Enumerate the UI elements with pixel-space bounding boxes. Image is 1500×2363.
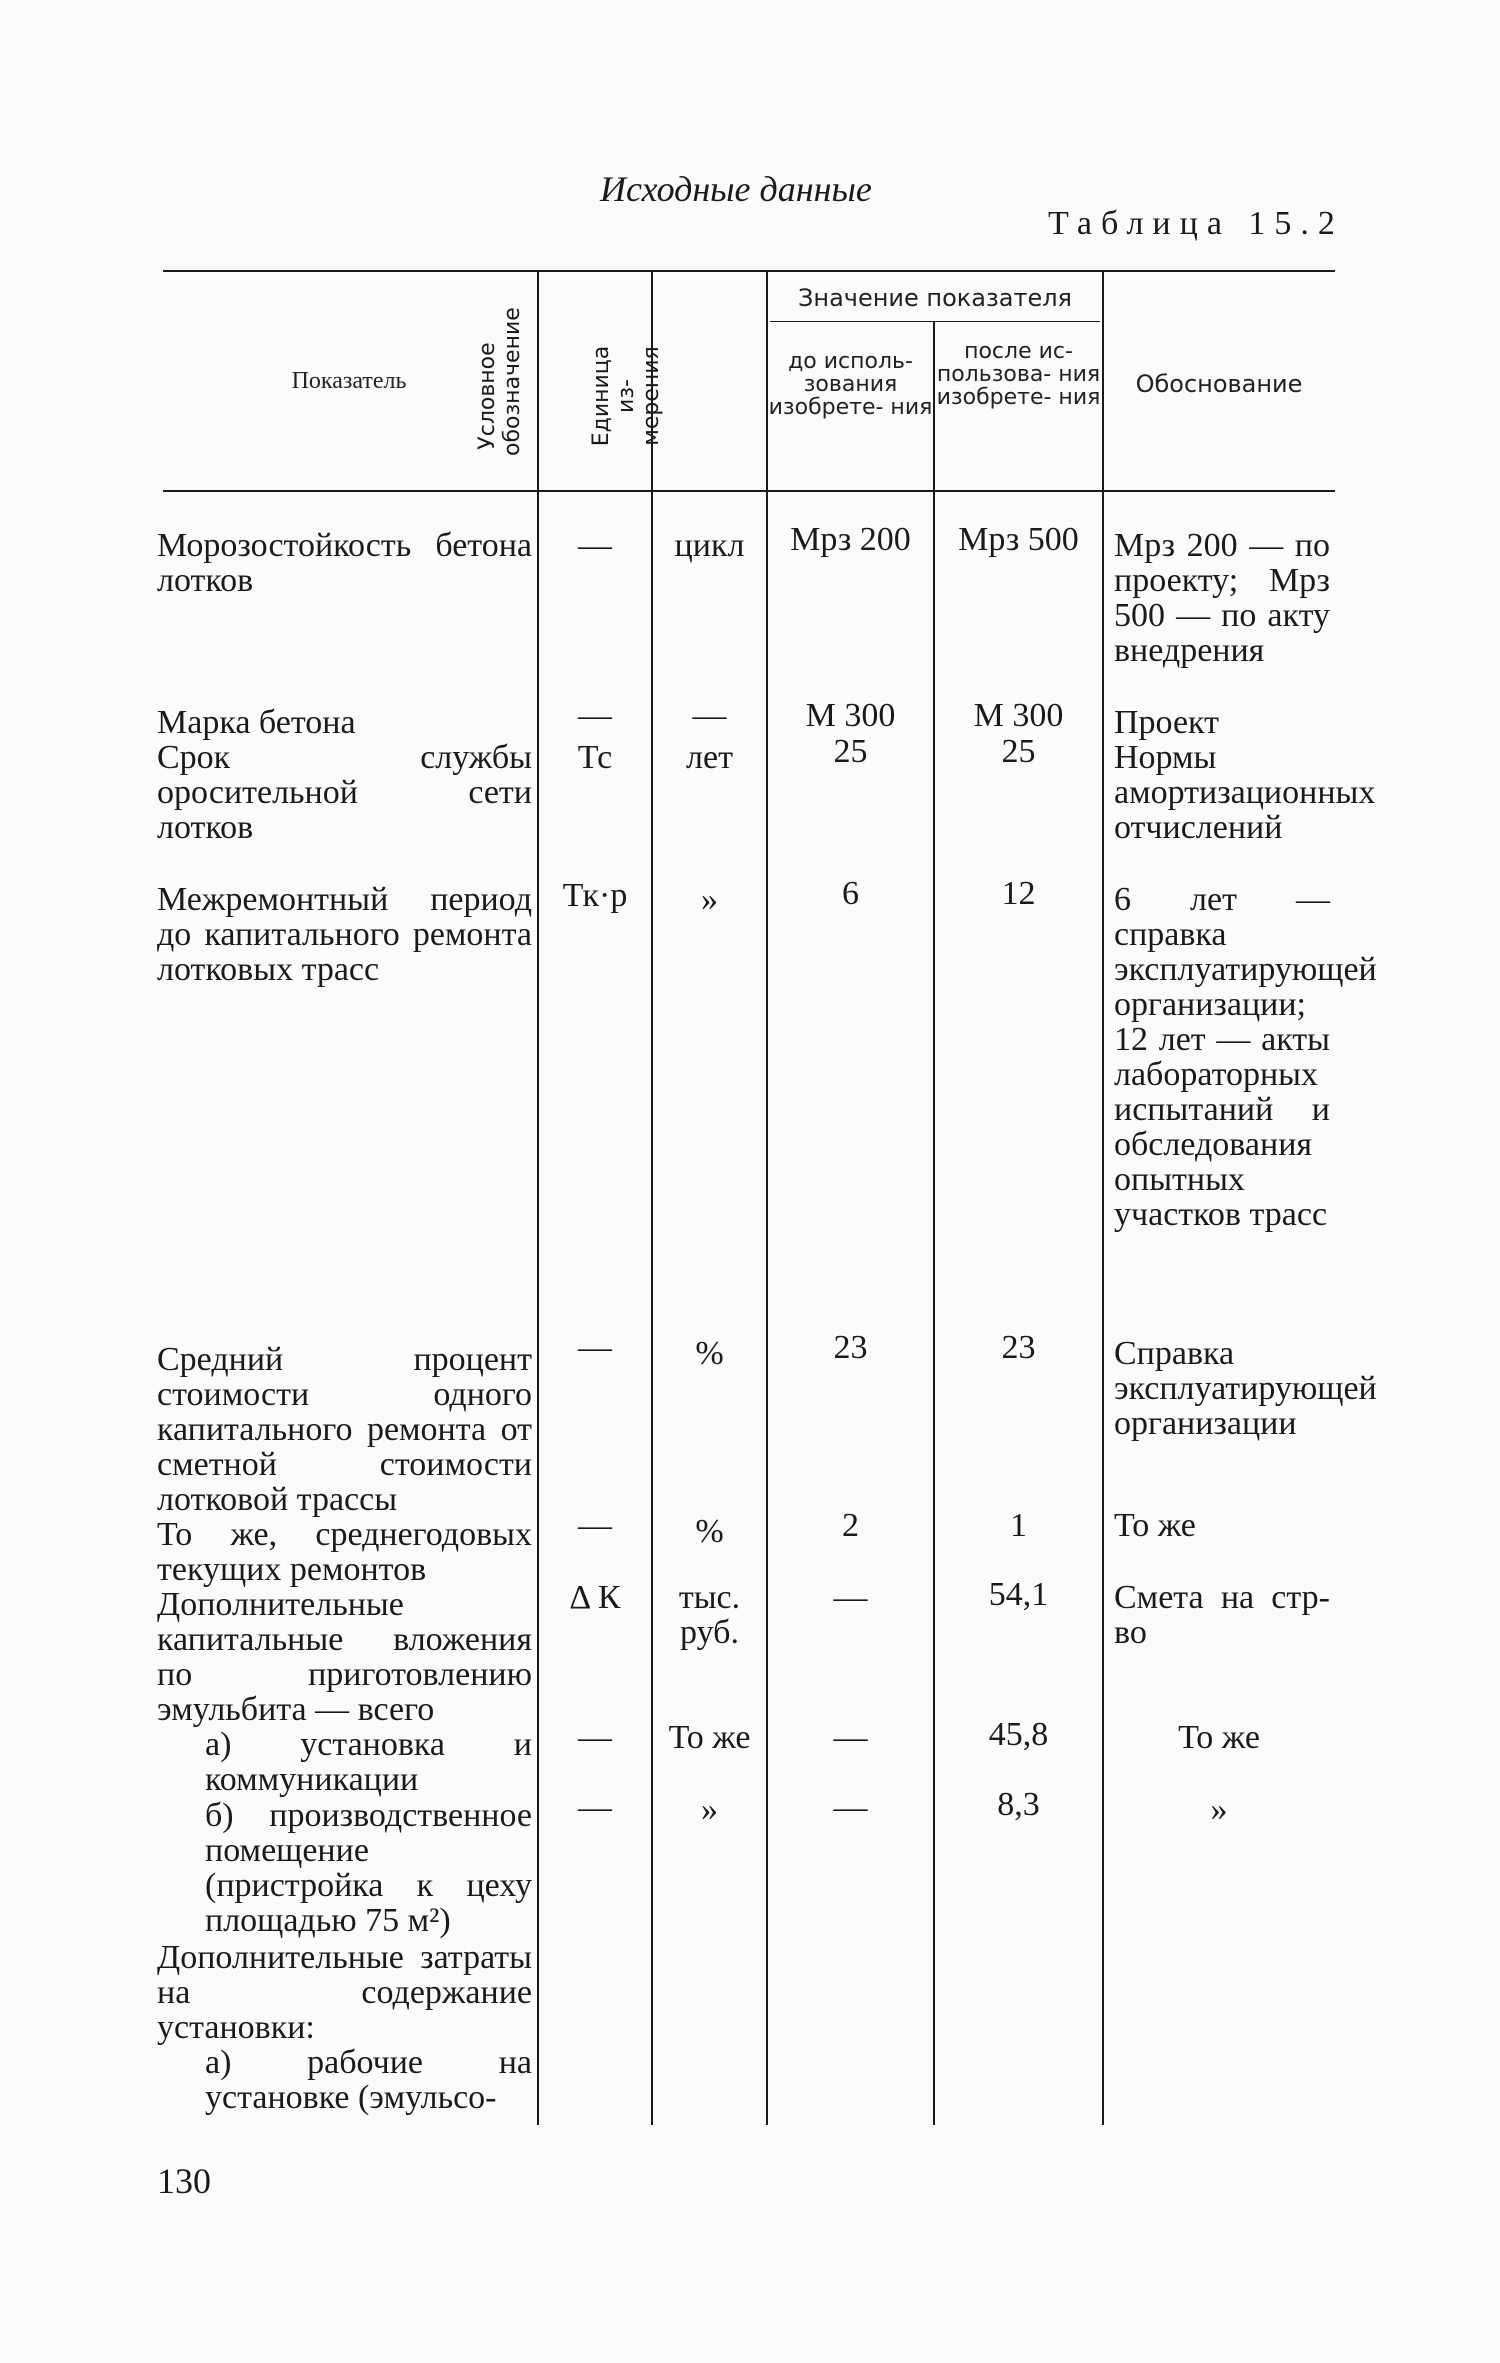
row-after: 23	[1001, 1329, 1036, 1366]
row-unit: тыс. руб.	[678, 1579, 741, 1651]
row-before: —	[833, 1719, 868, 1756]
row-after: Мрз 500	[958, 521, 1079, 558]
row-before: Мрз 200	[790, 521, 911, 558]
row-basis: 6 лет — справка эксплуатирующей организации; 12 лет — акты лабораторных испытаний и обследования опытных участков трасс	[1114, 881, 1377, 1233]
row-symbol: —	[578, 1719, 612, 1756]
header-unit	[589, 306, 664, 486]
header-unit-text: Единица из- мерения	[589, 345, 664, 447]
value-group-rule	[770, 321, 1100, 322]
row-indicator: Средний процент стоимости одного капитального ремонта от сметной стоимости лотковой трассы	[157, 1341, 532, 1518]
row-symbol: Тс	[577, 739, 613, 776]
column-divider	[1102, 272, 1104, 2125]
row-indicator: Морозостойкость бетона лотков	[157, 527, 532, 599]
row-basis: »	[1210, 1791, 1228, 1828]
row-indicator: а) рабочие на установке (эмульсо-	[205, 2044, 532, 2116]
row-unit: »	[701, 881, 718, 918]
row-indicator: Межремонтный период до капитального ремонта лотковых трасс	[157, 881, 532, 988]
column-divider	[933, 322, 935, 2125]
table-top-rule	[163, 270, 1335, 272]
row-indicator: а) установка и коммуникации	[205, 1726, 532, 1798]
row-indicator: Срок службы оросительной сети лотков	[157, 739, 532, 846]
row-symbol: —	[578, 527, 612, 564]
row-after: 45,8	[988, 1716, 1049, 1753]
row-after: 12	[1001, 875, 1036, 912]
header-bottom-rule	[163, 490, 1335, 492]
row-before: 2	[842, 1507, 859, 1544]
page-title: Исходные данные	[600, 169, 872, 209]
row-before: —	[833, 1789, 868, 1826]
row-before: 25	[833, 733, 868, 770]
row-before: 23	[833, 1329, 868, 1366]
row-after: 54,1	[988, 1576, 1049, 1613]
row-indicator: Дополнительные затраты на содержание установки:	[157, 1939, 532, 2046]
row-unit: %	[695, 1335, 724, 1372]
row-indicator: То же, среднегодовых текущих ремонтов	[157, 1516, 532, 1588]
row-unit: лет	[686, 739, 733, 776]
row-indicator: Дополнительные капитальные вложения по приготовлению эмульбита — всего	[157, 1586, 532, 1728]
row-before: М 300	[805, 697, 896, 734]
row-symbol: —	[578, 1329, 612, 1366]
row-after: 1	[1010, 1507, 1027, 1544]
row-symbol: Тк·р	[562, 877, 628, 914]
row-unit: —	[692, 697, 727, 734]
row-symbol: —	[578, 1789, 612, 1826]
table-label: Таблица 15.2	[1048, 205, 1344, 242]
row-unit: То же	[668, 1719, 751, 1756]
row-basis: Проект	[1114, 704, 1219, 741]
header-value-group: Значение показателя	[798, 284, 1072, 312]
row-symbol: —	[578, 697, 612, 734]
row-before: 6	[842, 875, 859, 912]
row-basis: Справка эксплуатирующей организации	[1114, 1335, 1377, 1442]
row-basis: То же	[1178, 1719, 1260, 1756]
row-unit: »	[701, 1791, 718, 1828]
header-before: до исполь- зования изобрете- ния	[768, 349, 933, 420]
row-after: М 300	[973, 697, 1064, 734]
header-symbol-text: Условное обозначение	[475, 307, 525, 456]
row-indicator: Марка бетона	[157, 704, 356, 741]
row-after: 8,3	[997, 1786, 1040, 1823]
row-symbol: —	[578, 1507, 612, 1544]
row-symbol: Δ К	[569, 1579, 621, 1616]
row-before: —	[833, 1579, 868, 1616]
row-indicator: б) производственное помещение (пристройка к цеху площадью 75 м²)	[205, 1797, 532, 1939]
row-after: 25	[1001, 733, 1036, 770]
row-basis: Мрз 200 — по проекту; Мрз 500 — по акту внедрения	[1114, 527, 1330, 669]
header-symbol	[475, 306, 531, 486]
header-indicator: Показатель	[291, 368, 407, 394]
page-number: 130	[157, 2161, 211, 2201]
row-unit: %	[695, 1513, 724, 1550]
row-basis: То же	[1114, 1507, 1196, 1544]
header-after: после ис- пользова- ния изобрете- ния	[936, 339, 1101, 410]
header-basis: Обоснование	[1135, 370, 1303, 398]
row-basis: Нормы амортизационных отчислений	[1114, 739, 1376, 846]
row-unit: цикл	[674, 527, 745, 564]
row-basis: Смета на стр-во	[1114, 1579, 1330, 1651]
